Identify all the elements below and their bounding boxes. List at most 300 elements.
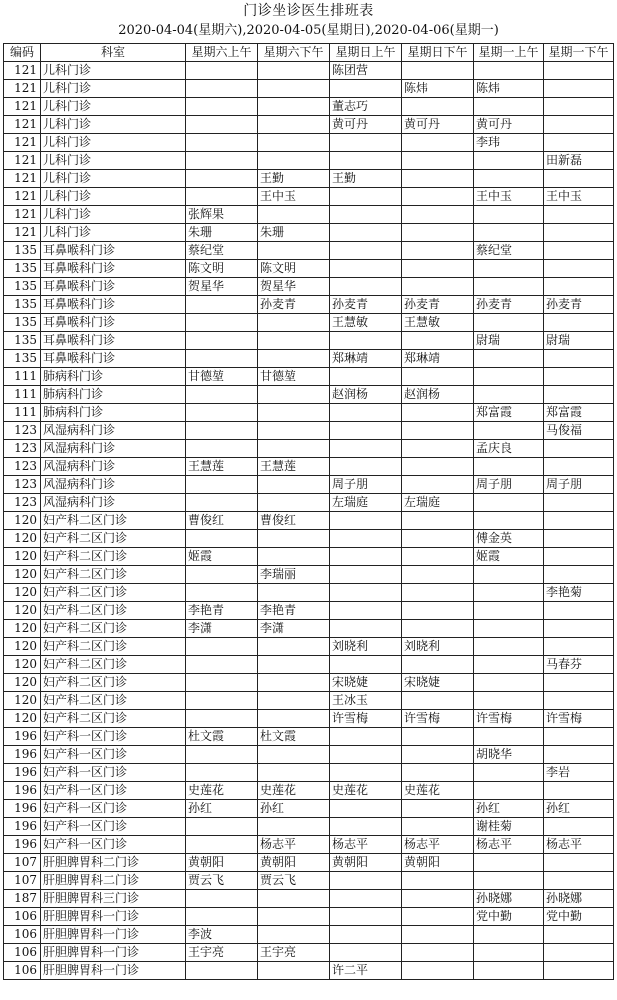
cell-sun-am	[330, 152, 402, 170]
cell-sun-pm: 刘晓利	[402, 638, 474, 656]
cell-sat-pm: 孙麦青	[258, 296, 330, 314]
cell-sat-pm: 贾云飞	[258, 872, 330, 890]
cell-code: 135	[4, 242, 41, 260]
cell-sun-am	[330, 944, 402, 962]
table-row	[4, 962, 614, 980]
cell-mon-pm	[544, 224, 614, 242]
schedule-table-body	[4, 62, 614, 980]
cell-mon-pm	[544, 818, 614, 836]
cell-sun-pm	[402, 962, 474, 980]
cell-sat-pm	[258, 656, 330, 674]
cell-sun-pm	[402, 728, 474, 746]
table-row	[4, 98, 614, 116]
cell-sun-am	[330, 728, 402, 746]
cell-sun-pm	[402, 656, 474, 674]
cell-sun-pm: 许雪梅	[402, 710, 474, 728]
cell-sat-pm	[258, 134, 330, 152]
table-row	[4, 566, 614, 584]
cell-code: 123	[4, 458, 41, 476]
cell-sun-am: 赵润杨	[330, 386, 402, 404]
cell-code: 135	[4, 332, 41, 350]
cell-department: 肝胆脾胃科一门诊	[41, 962, 186, 980]
table-row	[4, 710, 614, 728]
cell-sat-am: 史莲花	[186, 782, 258, 800]
cell-mon-am: 杨志平	[474, 836, 544, 854]
cell-department: 风湿病科门诊	[41, 422, 186, 440]
table-row	[4, 260, 614, 278]
table-row	[4, 62, 614, 80]
cell-sat-pm	[258, 206, 330, 224]
cell-department: 肝胆脾胃科一门诊	[41, 926, 186, 944]
table-row	[4, 908, 614, 926]
cell-sat-am: 李艳青	[186, 602, 258, 620]
cell-sun-am	[330, 80, 402, 98]
table-row	[4, 404, 614, 422]
cell-sat-am	[186, 314, 258, 332]
header-sun-am: 星期日上午	[330, 44, 402, 62]
cell-sun-am: 董志巧	[330, 98, 402, 116]
cell-sat-am	[186, 584, 258, 602]
cell-mon-am	[474, 422, 544, 440]
cell-sun-pm: 左瑞庭	[402, 494, 474, 512]
cell-mon-am: 李玮	[474, 134, 544, 152]
cell-sun-pm	[402, 620, 474, 638]
cell-mon-pm	[544, 872, 614, 890]
cell-sun-am	[330, 746, 402, 764]
table-row	[4, 836, 614, 854]
table-row	[4, 854, 614, 872]
cell-mon-pm	[544, 386, 614, 404]
cell-code: 120	[4, 530, 41, 548]
cell-sun-am: 许二平	[330, 962, 402, 980]
cell-department: 妇产科一区门诊	[41, 836, 186, 854]
cell-mon-pm	[544, 80, 614, 98]
cell-mon-am	[474, 764, 544, 782]
cell-department: 耳鼻喉科门诊	[41, 242, 186, 260]
table-row	[4, 548, 614, 566]
cell-mon-am: 周子朋	[474, 476, 544, 494]
cell-code: 120	[4, 584, 41, 602]
cell-sat-am: 朱珊	[186, 224, 258, 242]
cell-sun-am	[330, 656, 402, 674]
cell-sat-pm	[258, 908, 330, 926]
cell-mon-am: 谢桂菊	[474, 818, 544, 836]
cell-code: 121	[4, 206, 41, 224]
cell-code: 123	[4, 440, 41, 458]
cell-mon-pm	[544, 944, 614, 962]
cell-mon-pm	[544, 134, 614, 152]
cell-mon-am	[474, 854, 544, 872]
cell-department: 妇产科二区门诊	[41, 584, 186, 602]
cell-sat-pm: 李潇	[258, 620, 330, 638]
cell-sat-am	[186, 746, 258, 764]
table-row	[4, 926, 614, 944]
cell-sat-pm	[258, 764, 330, 782]
cell-sat-am	[186, 422, 258, 440]
cell-code: 121	[4, 98, 41, 116]
table-row	[4, 314, 614, 332]
cell-mon-am	[474, 620, 544, 638]
cell-department: 妇产科二区门诊	[41, 548, 186, 566]
table-row	[4, 674, 614, 692]
cell-sun-am	[330, 818, 402, 836]
table-row	[4, 728, 614, 746]
cell-mon-pm	[544, 242, 614, 260]
cell-mon-am	[474, 566, 544, 584]
cell-mon-am: 党中勤	[474, 908, 544, 926]
table-row	[4, 278, 614, 296]
cell-mon-am	[474, 152, 544, 170]
cell-code: 106	[4, 944, 41, 962]
table-row	[4, 152, 614, 170]
cell-department: 风湿病科门诊	[41, 440, 186, 458]
cell-sun-pm	[402, 818, 474, 836]
cell-sun-pm: 郑琳靖	[402, 350, 474, 368]
cell-mon-pm: 许雪梅	[544, 710, 614, 728]
cell-sat-pm: 贺星华	[258, 278, 330, 296]
cell-department: 肺病科门诊	[41, 404, 186, 422]
cell-mon-am: 孙晓娜	[474, 890, 544, 908]
cell-sun-am: 许雪梅	[330, 710, 402, 728]
cell-code: 120	[4, 674, 41, 692]
cell-sun-pm	[402, 188, 474, 206]
cell-sat-am	[186, 674, 258, 692]
cell-mon-pm: 郑富霞	[544, 404, 614, 422]
cell-sun-pm	[402, 764, 474, 782]
cell-sun-am	[330, 908, 402, 926]
cell-mon-am	[474, 638, 544, 656]
cell-sun-am: 郑琳靖	[330, 350, 402, 368]
cell-sun-pm	[402, 584, 474, 602]
cell-code: 120	[4, 710, 41, 728]
cell-department: 儿科门诊	[41, 134, 186, 152]
cell-sat-pm	[258, 476, 330, 494]
cell-sun-pm	[402, 224, 474, 242]
cell-sat-am	[186, 80, 258, 98]
cell-mon-am	[474, 584, 544, 602]
cell-sun-pm	[402, 440, 474, 458]
cell-code: 121	[4, 170, 41, 188]
cell-department: 儿科门诊	[41, 98, 186, 116]
cell-mon-pm	[544, 962, 614, 980]
cell-mon-pm	[544, 512, 614, 530]
cell-sun-am: 宋晓婕	[330, 674, 402, 692]
cell-code: 135	[4, 278, 41, 296]
cell-sun-am: 孙麦青	[330, 296, 402, 314]
cell-code: 196	[4, 764, 41, 782]
table-row	[4, 800, 614, 818]
cell-sun-am	[330, 530, 402, 548]
cell-sun-am	[330, 440, 402, 458]
cell-sat-pm: 陈文明	[258, 260, 330, 278]
table-row	[4, 350, 614, 368]
cell-mon-pm	[544, 170, 614, 188]
cell-sat-pm: 李瑞丽	[258, 566, 330, 584]
cell-sat-pm	[258, 332, 330, 350]
cell-sat-am	[186, 188, 258, 206]
cell-sat-pm: 曹俊红	[258, 512, 330, 530]
table-row	[4, 116, 614, 134]
cell-mon-am: 许雪梅	[474, 710, 544, 728]
cell-mon-pm	[544, 206, 614, 224]
cell-sun-am	[330, 224, 402, 242]
cell-sun-am: 王冰玉	[330, 692, 402, 710]
cell-code: 187	[4, 890, 41, 908]
cell-sat-pm	[258, 98, 330, 116]
cell-mon-pm	[544, 692, 614, 710]
table-row	[4, 224, 614, 242]
cell-sat-am: 王宇亮	[186, 944, 258, 962]
cell-department: 肝胆脾胃科二门诊	[41, 872, 186, 890]
cell-sat-am	[186, 764, 258, 782]
cell-code: 135	[4, 314, 41, 332]
cell-sun-am	[330, 368, 402, 386]
cell-sun-am: 史莲花	[330, 782, 402, 800]
cell-mon-am	[474, 278, 544, 296]
cell-sat-pm	[258, 440, 330, 458]
cell-sat-am	[186, 134, 258, 152]
cell-sun-am	[330, 260, 402, 278]
table-row	[4, 782, 614, 800]
cell-code: 135	[4, 296, 41, 314]
header-code: 编码	[4, 44, 41, 62]
cell-department: 儿科门诊	[41, 116, 186, 134]
cell-code: 106	[4, 962, 41, 980]
table-row	[4, 764, 614, 782]
cell-code: 135	[4, 350, 41, 368]
cell-code: 120	[4, 638, 41, 656]
cell-sat-pm	[258, 548, 330, 566]
cell-mon-pm	[544, 368, 614, 386]
cell-sat-pm	[258, 350, 330, 368]
page-title: 门诊坐诊医生排班表	[243, 3, 374, 19]
cell-code: 106	[4, 908, 41, 926]
cell-sun-pm: 赵润杨	[402, 386, 474, 404]
cell-sun-am: 王勤	[330, 170, 402, 188]
cell-department: 肝胆脾胃科一门诊	[41, 908, 186, 926]
cell-sat-pm	[258, 314, 330, 332]
cell-mon-pm: 马俊福	[544, 422, 614, 440]
cell-sat-pm: 杨志平	[258, 836, 330, 854]
cell-sun-am: 左瑞庭	[330, 494, 402, 512]
cell-mon-pm: 尉瑞	[544, 332, 614, 350]
table-row	[4, 476, 614, 494]
cell-code: 121	[4, 224, 41, 242]
cell-department: 耳鼻喉科门诊	[41, 314, 186, 332]
cell-sun-pm	[402, 548, 474, 566]
cell-mon-am	[474, 458, 544, 476]
header-sat-am: 星期六上午	[186, 44, 258, 62]
cell-sun-am: 周子朋	[330, 476, 402, 494]
cell-code: 111	[4, 386, 41, 404]
cell-mon-pm	[544, 98, 614, 116]
cell-sat-pm	[258, 962, 330, 980]
cell-code: 196	[4, 818, 41, 836]
cell-code: 121	[4, 80, 41, 98]
table-row	[4, 494, 614, 512]
cell-sat-am: 曹俊红	[186, 512, 258, 530]
cell-mon-pm: 孙麦青	[544, 296, 614, 314]
cell-department: 耳鼻喉科门诊	[41, 296, 186, 314]
cell-sun-pm: 杨志平	[402, 836, 474, 854]
cell-mon-am	[474, 62, 544, 80]
cell-sun-am	[330, 404, 402, 422]
cell-mon-pm: 李岩	[544, 764, 614, 782]
cell-sat-pm	[258, 494, 330, 512]
table-row	[4, 602, 614, 620]
table-row	[4, 332, 614, 350]
cell-mon-pm	[544, 926, 614, 944]
cell-mon-pm: 孙晓娜	[544, 890, 614, 908]
cell-department: 妇产科一区门诊	[41, 746, 186, 764]
cell-sun-pm	[402, 404, 474, 422]
cell-sun-am	[330, 764, 402, 782]
cell-department: 妇产科二区门诊	[41, 620, 186, 638]
cell-sat-am	[186, 62, 258, 80]
cell-department: 妇产科二区门诊	[41, 710, 186, 728]
cell-sat-pm: 孙红	[258, 800, 330, 818]
table-row	[4, 620, 614, 638]
table-row	[4, 170, 614, 188]
cell-sun-pm	[402, 602, 474, 620]
cell-sat-am	[186, 386, 258, 404]
cell-sat-am	[186, 908, 258, 926]
cell-mon-pm: 党中勤	[544, 908, 614, 926]
cell-sat-am	[186, 332, 258, 350]
cell-sat-am	[186, 296, 258, 314]
cell-sat-am: 杜文霞	[186, 728, 258, 746]
cell-sat-am: 姬霞	[186, 548, 258, 566]
cell-mon-pm: 孙红	[544, 800, 614, 818]
cell-sun-pm	[402, 242, 474, 260]
cell-sat-am	[186, 152, 258, 170]
cell-code: 121	[4, 188, 41, 206]
cell-department: 耳鼻喉科门诊	[41, 350, 186, 368]
cell-sun-pm	[402, 890, 474, 908]
cell-department: 儿科门诊	[41, 80, 186, 98]
cell-sun-am	[330, 134, 402, 152]
cell-sat-am	[186, 692, 258, 710]
cell-sat-pm	[258, 674, 330, 692]
cell-sun-am: 王慧敏	[330, 314, 402, 332]
cell-sun-am	[330, 872, 402, 890]
cell-sat-am: 张辉果	[186, 206, 258, 224]
table-row	[4, 80, 614, 98]
cell-sat-pm: 黄朝阳	[258, 854, 330, 872]
header-sat-pm: 星期六下午	[258, 44, 330, 62]
cell-sat-am	[186, 476, 258, 494]
cell-sun-pm	[402, 170, 474, 188]
cell-code: 120	[4, 512, 41, 530]
cell-mon-pm: 田新磊	[544, 152, 614, 170]
cell-department: 妇产科一区门诊	[41, 764, 186, 782]
cell-mon-pm	[544, 530, 614, 548]
cell-code: 120	[4, 692, 41, 710]
cell-mon-am: 陈炜	[474, 80, 544, 98]
cell-department: 儿科门诊	[41, 188, 186, 206]
cell-sun-am	[330, 620, 402, 638]
cell-department: 妇产科一区门诊	[41, 818, 186, 836]
cell-department: 耳鼻喉科门诊	[41, 260, 186, 278]
cell-sat-pm: 史莲花	[258, 782, 330, 800]
cell-sat-pm	[258, 242, 330, 260]
cell-department: 妇产科一区门诊	[41, 800, 186, 818]
cell-code: 196	[4, 728, 41, 746]
cell-sat-am: 贺星华	[186, 278, 258, 296]
cell-sun-pm	[402, 476, 474, 494]
cell-sun-am	[330, 242, 402, 260]
table-row	[4, 890, 614, 908]
cell-department: 儿科门诊	[41, 170, 186, 188]
cell-mon-am: 傅金英	[474, 530, 544, 548]
cell-mon-am	[474, 260, 544, 278]
cell-sat-pm	[258, 116, 330, 134]
cell-sat-am	[186, 350, 258, 368]
cell-sat-pm	[258, 584, 330, 602]
table-row	[4, 188, 614, 206]
cell-mon-am: 姬霞	[474, 548, 544, 566]
cell-code: 111	[4, 368, 41, 386]
cell-code: 111	[4, 404, 41, 422]
cell-sat-pm	[258, 638, 330, 656]
cell-code: 123	[4, 494, 41, 512]
cell-mon-am	[474, 494, 544, 512]
cell-mon-pm	[544, 548, 614, 566]
cell-sat-pm	[258, 422, 330, 440]
cell-department: 肝胆脾胃科一门诊	[41, 944, 186, 962]
cell-department: 妇产科一区门诊	[41, 782, 186, 800]
cell-sun-am	[330, 278, 402, 296]
header-mon-am: 星期一上午	[474, 44, 544, 62]
cell-sat-am	[186, 116, 258, 134]
cell-sat-am	[186, 170, 258, 188]
cell-mon-am: 蔡纪堂	[474, 242, 544, 260]
cell-mon-am	[474, 782, 544, 800]
table-row	[4, 656, 614, 674]
cell-code: 120	[4, 602, 41, 620]
cell-sat-am	[186, 962, 258, 980]
cell-sun-am	[330, 206, 402, 224]
cell-sat-pm	[258, 746, 330, 764]
cell-mon-am	[474, 224, 544, 242]
cell-sat-am: 蔡纪堂	[186, 242, 258, 260]
cell-sat-pm	[258, 152, 330, 170]
cell-sun-pm: 陈炜	[402, 80, 474, 98]
cell-sat-pm: 王慧莲	[258, 458, 330, 476]
cell-code: 106	[4, 926, 41, 944]
cell-mon-pm: 马春芬	[544, 656, 614, 674]
cell-sat-pm: 杜文霞	[258, 728, 330, 746]
table-row	[4, 440, 614, 458]
cell-sun-am	[330, 926, 402, 944]
cell-department: 妇产科二区门诊	[41, 512, 186, 530]
cell-sun-pm: 黄可丹	[402, 116, 474, 134]
cell-department: 儿科门诊	[41, 224, 186, 242]
cell-mon-pm	[544, 638, 614, 656]
header-mon-pm: 星期一下午	[544, 44, 614, 62]
cell-sat-am: 李波	[186, 926, 258, 944]
cell-sat-am: 甘德堃	[186, 368, 258, 386]
cell-mon-pm	[544, 260, 614, 278]
cell-sun-am	[330, 566, 402, 584]
cell-sun-pm	[402, 512, 474, 530]
cell-mon-pm: 杨志平	[544, 836, 614, 854]
cell-code: 107	[4, 872, 41, 890]
cell-sat-am	[186, 98, 258, 116]
cell-department: 儿科门诊	[41, 152, 186, 170]
cell-sun-am: 刘晓利	[330, 638, 402, 656]
cell-sat-pm: 王勤	[258, 170, 330, 188]
